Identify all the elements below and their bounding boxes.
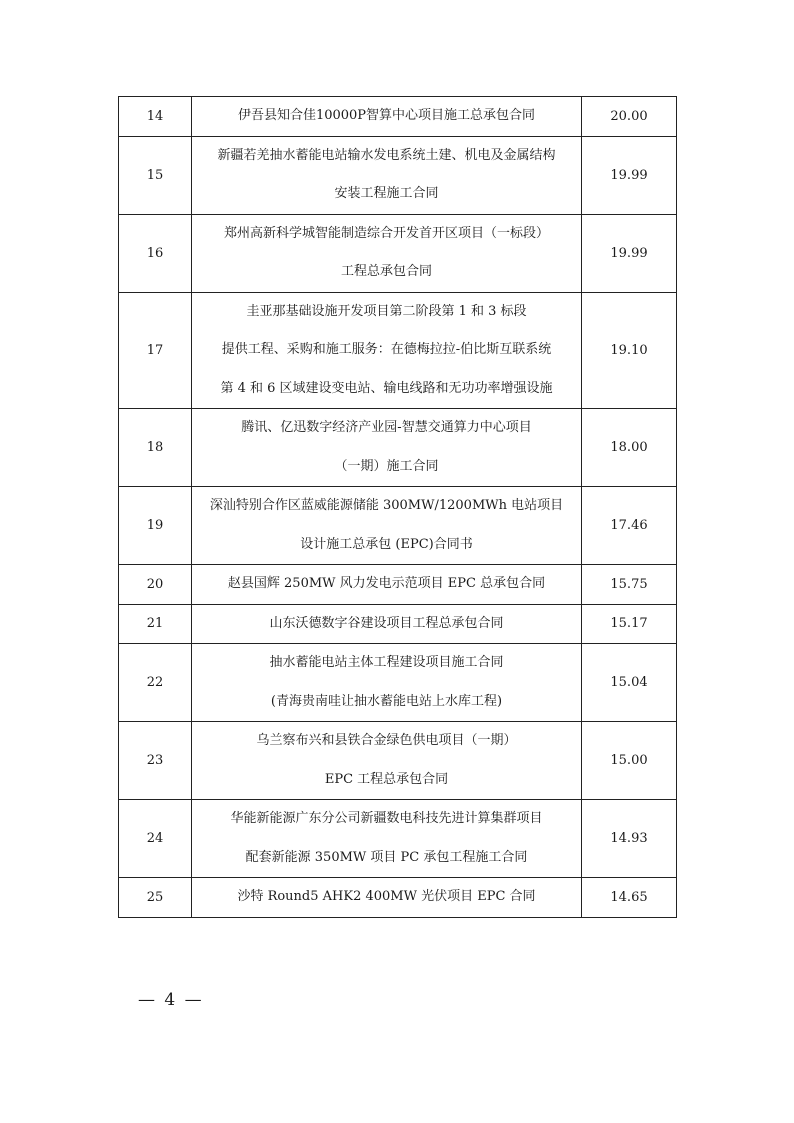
contract-name-line: （一期）施工合同	[334, 458, 439, 474]
contract-amount: 14.93	[582, 800, 677, 878]
row-number: 14	[119, 97, 192, 137]
contract-amount: 14.65	[582, 878, 677, 918]
contract-name-line: 山东沃德数字谷建设项目工程总承包合同	[269, 615, 504, 631]
contract-amount: 15.75	[582, 565, 677, 605]
contract-name	[192, 409, 582, 487]
contract-name-line: 深汕特别合作区蓝威能源储能 300MW/1200MWh 电站项目	[209, 498, 564, 513]
contract-amount: 15.04	[582, 644, 677, 722]
contract-name-line: 伊吾县知合佳10000P智算中心项目施工总承包合同	[237, 108, 536, 123]
contract-amount: 15.17	[582, 604, 677, 644]
contract-name	[192, 565, 582, 605]
row-number: 23	[119, 722, 192, 800]
table-row	[119, 292, 677, 409]
contract-name-line: 华能新能源广东分公司新疆数电科技先进计算集群项目	[230, 811, 543, 826]
row-number: 24	[119, 800, 192, 878]
row-number: 19	[119, 487, 192, 565]
contract-name-line: (青海贵南哇让抽水蓄能电站上水库工程)	[270, 693, 503, 709]
table-row	[119, 800, 677, 878]
table-row	[119, 487, 677, 565]
contract-name-line: 腾讯、亿迅数字经济产业园-智慧交通算力中心项目	[241, 420, 532, 435]
row-number: 15	[119, 136, 192, 214]
contract-name-line: 新疆若羌抽水蓄能电站输水发电系统土建、机电及金属结构	[217, 147, 556, 163]
contract-name-line: 郑州高新科学城智能制造综合开发首开区项目（一标段）	[223, 225, 549, 241]
contract-name	[192, 97, 582, 137]
page-number: — 4 —	[138, 990, 204, 1010]
contract-name-line: 配套新能源 350MW 项目 PC 承包工程施工合同	[245, 849, 528, 865]
contracts-table	[118, 96, 677, 918]
table-row	[119, 136, 677, 214]
contract-amount: 20.00	[582, 97, 677, 137]
row-number: 17	[119, 292, 192, 409]
contract-name-line: 工程总承包合同	[340, 264, 432, 279]
contract-name-line: 设计施工总承包 (EPC)合同书	[300, 536, 473, 552]
contract-amount: 19.99	[582, 214, 677, 292]
contract-name	[192, 722, 582, 800]
row-number: 16	[119, 214, 192, 292]
contract-name-line: EPC 工程总承包合同	[324, 771, 449, 787]
table-row	[119, 604, 677, 644]
row-number: 20	[119, 565, 192, 605]
contract-name-line: 第 4 和 6 区域建设变电站、输电线路和无功功率增强设施	[220, 380, 553, 396]
contract-name	[192, 214, 582, 292]
contract-name	[192, 136, 582, 214]
contract-name	[192, 292, 582, 409]
contract-name-line: 沙特 Round5 AHK2 400MW 光伏项目 EPC 合同	[237, 889, 536, 904]
contract-name-line: 抽水蓄能电站主体工程建设项目施工合同	[269, 655, 504, 670]
table-row	[119, 97, 677, 137]
row-number: 22	[119, 644, 192, 722]
contract-amount: 19.10	[582, 292, 677, 409]
row-number: 18	[119, 409, 192, 487]
contract-name-line: 提供工程、采购和施工服务：在德梅拉拉-伯比斯互联系统	[221, 342, 552, 357]
contract-name-line: 赵县国辉 250MW 风力发电示范项目 EPC 总承包合同	[227, 576, 546, 591]
row-number: 25	[119, 878, 192, 918]
contract-name-line: 乌兰察布兴和县铁合金绿色供电项目（一期）	[256, 733, 517, 748]
table-row	[119, 565, 677, 605]
contract-amount: 18.00	[582, 409, 677, 487]
contract-name	[192, 487, 582, 565]
table-row	[119, 722, 677, 800]
contract-name	[192, 800, 582, 878]
contract-name-line: 圭亚那基础设施开发项目第二阶段第 1 和 3 标段	[246, 303, 527, 319]
contract-amount: 19.99	[582, 136, 677, 214]
table-row	[119, 409, 677, 487]
table-row	[119, 214, 677, 292]
contract-name	[192, 644, 582, 722]
table-row	[119, 878, 677, 918]
contract-name	[192, 878, 582, 918]
contracts-table-body	[119, 97, 677, 918]
contract-amount: 15.00	[582, 722, 677, 800]
contract-name	[192, 604, 582, 644]
table-row	[119, 644, 677, 722]
row-number: 21	[119, 604, 192, 644]
contract-amount: 17.46	[582, 487, 677, 565]
contract-name-line: 安装工程施工合同	[334, 186, 439, 201]
